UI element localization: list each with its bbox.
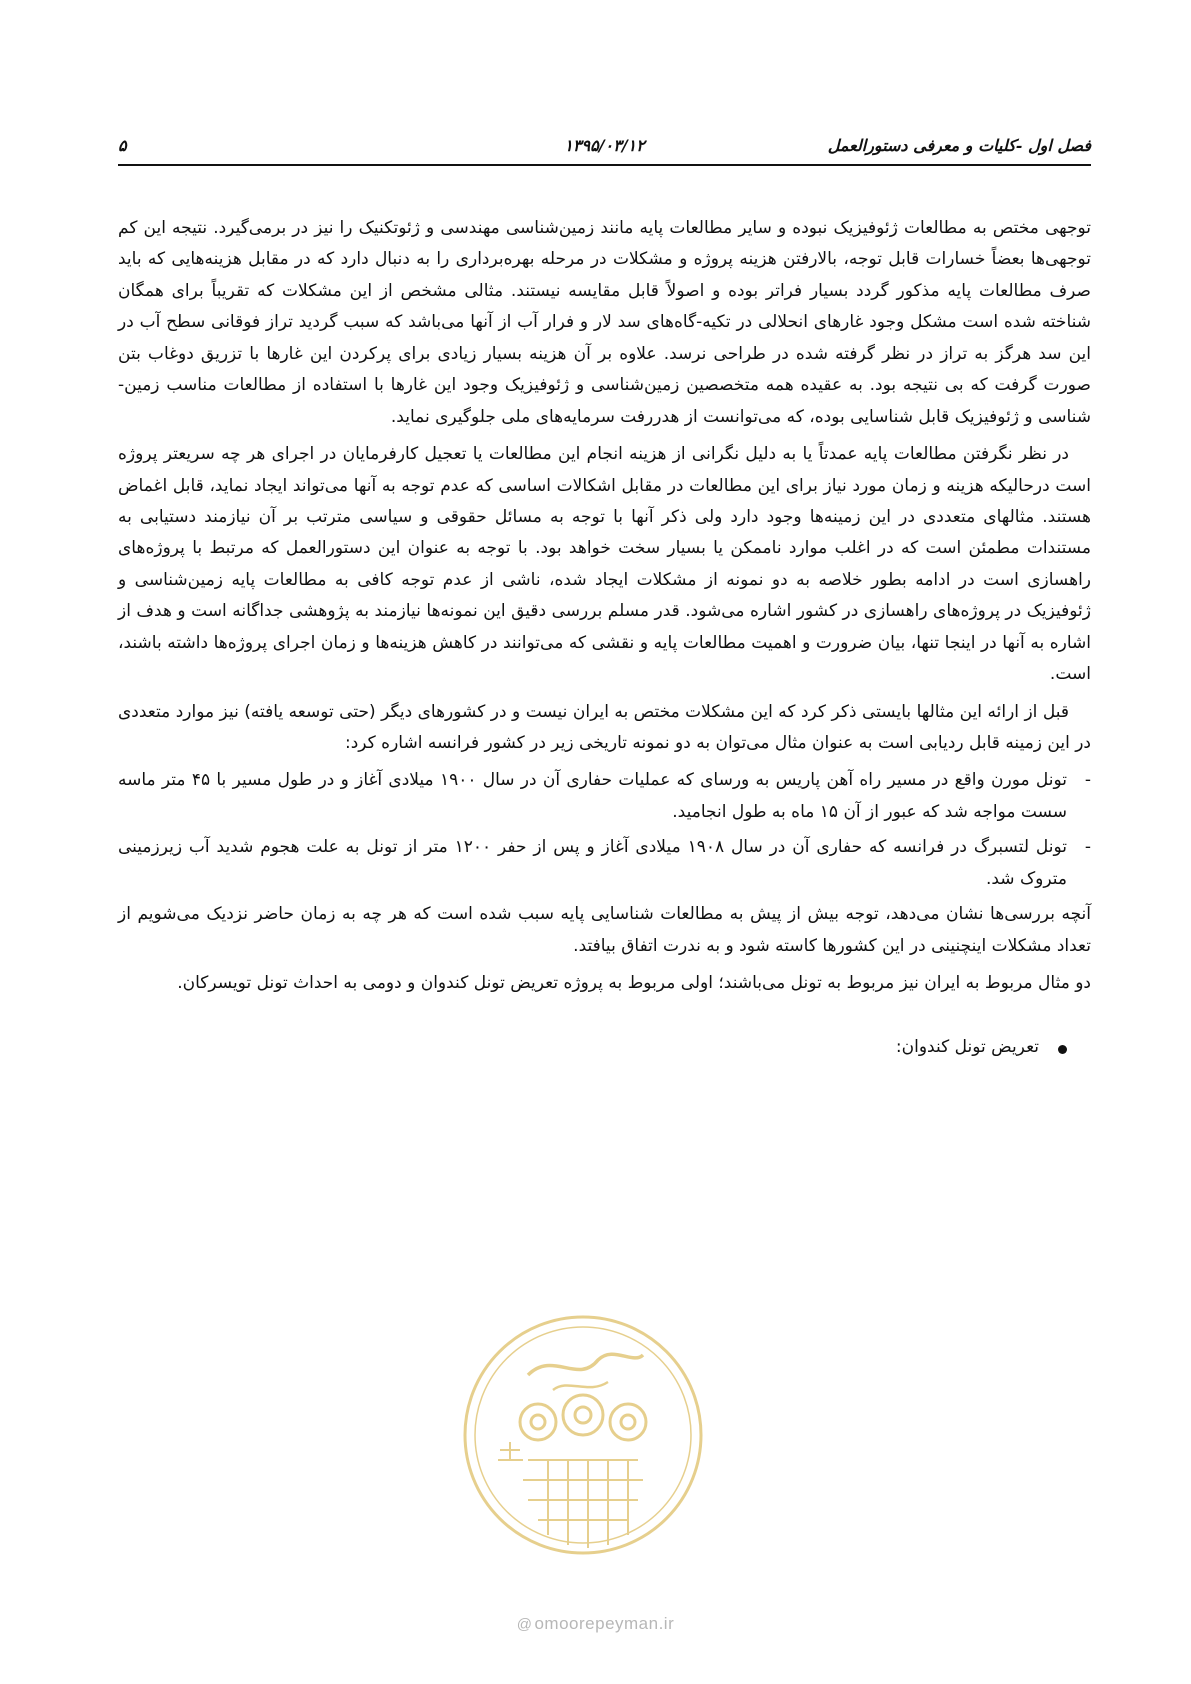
dash-list-item <box>118 765 1091 828</box>
watermark-gear-left-hub <box>531 1415 545 1429</box>
paragraph: دو مثال مربوط به ایران نیز مربوط به تونل می‌باشند؛ اولی مربوط به پروژه تعریض تونل کندوان و دومی به احداث تونل تویسرکان. <box>177 973 1091 994</box>
website-footer <box>0 1614 1191 1634</box>
watermark-gear-right-icon <box>610 1404 646 1440</box>
watermark-calligraphy-lower <box>553 1382 608 1390</box>
dash-marker: - <box>1084 770 1091 791</box>
body-text <box>118 213 1091 1063</box>
page-number: ۵ <box>118 136 127 155</box>
at-icon: @ <box>516 1616 533 1633</box>
page-header <box>118 128 1091 166</box>
dash-list-item <box>118 832 1091 895</box>
paragraph: آنچه بررسی‌ها نشان می‌دهد، توجه بیش از پیش به مطالعات شناسایی پایه سبب شده است که هر چه به زمان حاضر نزدیک می‌شویم از تعداد مشکلات اینچنینی در این کشورها کاسته شود و به ندرت اتفاق بیافتد. <box>118 904 1091 956</box>
watermark-logo-icon <box>458 1310 708 1560</box>
paragraph: توجهی مختص به مطالعات ژئوفیزیک نبوده و سایر مطالعات پایه مانند زمین‌شناسی مهندسی و ژئوتکنیک را نیز در برمی‌گیرد. نتیجه این کم توجهی‌ها بعضاً خسارات قابل توجه، بالارفتن هزینه پروژه و مشکلات در مرحله بهره‌برداری را به دنبال دارد که در مقابل هزینه‌هایی که باید صرف مطالعات پایه مذکور گردد بسیار فراتر بوده و اصولاً قابل مقایسه نیستند. مثالی مشخص از این مشکلات که تقریباً برای همگان شناخته شده است مشکل وجود غارهای انحلالی در تکیه-گاه‌های سد لار و فرار آب از آنها می‌باشد که سبب گردید تراز فوقانی سطح آب در این سد هرگز به تراز در نظر گرفته شده در طراحی نرسد. علاوه بر آن هزینه بسیار زیادی برای پرکردن این غارها با تزریق دوغاب بتن صورت گرفت که بی نتیجه بود. به عقیده همه متخصصین زمین‌شناسی و ژئوفیزیک وجود این غارها با استفاده از مطالعات مناسب زمین-شناسی و ژئوفیزیک قابل شناسایی بوده، که می‌توانست از هدررفت سرمایه‌های ملی جلوگیری نماید. <box>118 218 1091 427</box>
paragraph: قبل از ارائه این مثالها بایستی ذکر کرد که این مشکلات مختص به ایران نیست و در کشورهای دیگر (حتی توسعه یافته) نیز موارد متعددی در این زمینه قابل ردیابی است به عنوان مثال می‌توان به دو نمونه تاریخی زیر در کشور فرانسه اشاره کرد: <box>118 701 1091 753</box>
chapter-title: فصل اول -کلیات و معرفی دستورالعمل <box>827 136 1091 155</box>
list-item-text: تونل لتسبرگ در فرانسه که حفاری آن در سال ۱۹۰۸ میلادی آغاز و پس از حفر ۱۲۰۰ متر از تونل به علت هجوم شدید آب زیرزمینی متروک شد. <box>118 837 1068 889</box>
header-date: ۱۳۹۵/۰۳/۱۲ <box>564 136 645 155</box>
bullet-item-text: تعریض تونل کندوان: <box>895 1036 1039 1057</box>
list-item-text: تونل مورن واقع در مسیر راه آهن پاریس به ورسای که عملیات حفاری آن در سال ۱۹۰۰ میلادی آغاز و در طول مسیر با ۴۵ متر ماسه سست مواجه شد که عبور از آن ۱۵ ماه به طول انجامید. <box>118 770 1067 822</box>
bullet-list-item <box>118 1032 1091 1063</box>
watermark-scales-icon <box>498 1442 523 1460</box>
watermark-calligraphy <box>528 1354 643 1375</box>
website-url: omoorepeyman.ir <box>534 1614 675 1633</box>
watermark-gear-right-hub <box>621 1415 635 1429</box>
watermark-gear-center-icon <box>563 1395 603 1435</box>
watermark-gear-center-hub <box>575 1407 591 1423</box>
watermark-gear-left-icon <box>520 1404 556 1440</box>
dash-marker: - <box>1084 837 1091 858</box>
paragraph: در نظر نگرفتن مطالعات پایه عمدتاً یا به دلیل نگرانی از هزینه انجام این مطالعات یا تعجیل کارفرمایان در اجرای هر چه سریعتر پروژه است درحالیکه هزینه و زمان مورد نیاز برای این مطالعات در مقابل اشکالات اساسی که عدم توجه به آنها می‌تواند ایجاد نماید، قابل اغماض هستند. مثالهای متعددی در این زمینه‌ها وجود دارد ولی ذکر آنها با توجه به مسائل حقوقی و سیاسی مترتب بر آن نیازمند دستیابی به مستندات مطمئن است که در اغلب موارد ناممکن یا بسیار سخت خواهد بود. با توجه به عنوان این دستورالعمل که مرتبط با پروژه‌های راهسازی است در ادامه بطور خلاصه به دو نمونه از مشکلات ایجاد شده، ناشی از عدم توجه کافی به مطالعات پایه زمین‌شناسی و ژئوفیزیک در پروژه‌های راهسازی در کشور اشاره می‌شود. قدر مسلم بررسی دقیق این نمونه‌ها نیازمند به پژوهشی جداگانه است و هدف از اشاره به آنها در اینجا تنها، بیان ضرورت و اهمیت مطالعات پایه و نقشی که می‌توانند در کاهش هزینه‌ها و زمان اجرای پروژه‌ها داشته باشند، است. <box>118 444 1091 685</box>
bullet-dot-icon <box>1058 1045 1067 1054</box>
